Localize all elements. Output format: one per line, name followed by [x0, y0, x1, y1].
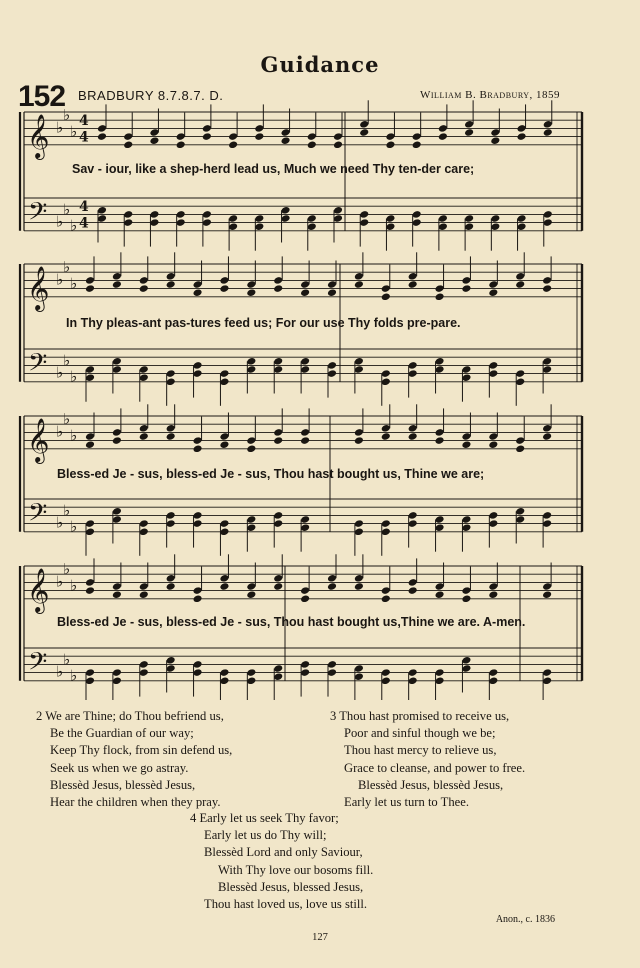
- note-head: [354, 436, 364, 445]
- note-head: [97, 132, 107, 141]
- note-head: [515, 280, 525, 289]
- flat-sign: ♭: [70, 426, 78, 445]
- note-head: [542, 590, 552, 599]
- flat-sign: ♭: [70, 122, 78, 141]
- treble-clef: 𝄞: [27, 265, 50, 310]
- bass-clef: 𝄢: [28, 647, 48, 683]
- note-head: [139, 432, 149, 441]
- verse-line: Be the Guardian of our way;: [50, 726, 194, 741]
- verse-line: Early let us do Thy will;: [204, 828, 327, 843]
- tune-name: BRADBURY 8.7.8.7. D.: [78, 88, 224, 103]
- note-head: [461, 440, 471, 449]
- flat-sign: ♭: [56, 363, 64, 382]
- note-head: [408, 432, 418, 441]
- note-head: [461, 594, 471, 603]
- note-head: [166, 280, 176, 289]
- note-head: [139, 590, 149, 599]
- note-head: [202, 132, 212, 141]
- verse-3: [330, 708, 525, 811]
- flat-sign: ♭: [63, 351, 71, 370]
- note-head: [354, 582, 364, 591]
- note-head: [273, 284, 283, 293]
- hymn-number: 152: [18, 80, 66, 113]
- verse-line: Poor and sinful though we be;: [344, 726, 496, 741]
- composer-name: William B. Bradbury,: [420, 89, 533, 101]
- note-head: [488, 288, 498, 297]
- note-head: [359, 128, 369, 137]
- verse-line: With Thy love our bosoms fill.: [218, 862, 374, 877]
- flat-sign: ♭: [63, 560, 71, 579]
- flat-sign: ♭: [56, 118, 64, 137]
- flat-sign: ♭: [56, 422, 64, 441]
- flat-sign: ♭: [63, 410, 71, 429]
- lyric-line-1: Sav - iour, like a shep-herd lead us, Much we need Thy ten-der care;: [72, 162, 475, 176]
- note-head: [246, 288, 256, 297]
- note-head: [490, 136, 500, 145]
- note-head: [542, 284, 552, 293]
- note-head: [381, 432, 391, 441]
- treble-clef: 𝄞: [27, 417, 50, 462]
- verse-line: Grace to cleanse, and power to free.: [344, 760, 526, 775]
- flat-sign: ♭: [70, 274, 78, 293]
- note-head: [219, 582, 229, 591]
- note-head: [228, 140, 238, 149]
- note-head: [219, 284, 229, 293]
- bass-clef: 𝄢: [28, 197, 48, 233]
- verse-4: [190, 810, 373, 913]
- page-number: 127: [312, 932, 328, 943]
- note-head: [300, 436, 310, 445]
- lyric-line-3: Bless-ed Je - sus, bless-ed Je - sus, Thou hast bought us, Thine we are;: [57, 467, 485, 481]
- note-head: [542, 432, 552, 441]
- time-signature: 4: [79, 129, 89, 146]
- note-head: [412, 140, 422, 149]
- note-head: [112, 280, 122, 289]
- note-head: [219, 440, 229, 449]
- note-head: [327, 582, 337, 591]
- note-head: [176, 140, 186, 149]
- time-signature: 4: [79, 113, 89, 130]
- note-head: [273, 582, 283, 591]
- note-head: [333, 140, 343, 149]
- note-head: [85, 586, 95, 595]
- time-signature: 4: [79, 199, 89, 216]
- note-head: [488, 590, 498, 599]
- note-head: [112, 436, 122, 445]
- flat-sign: ♭: [70, 666, 78, 685]
- flat-sign: ♭: [56, 572, 64, 591]
- note-head: [438, 132, 448, 141]
- note-head: [281, 136, 291, 145]
- note-head: [435, 436, 445, 445]
- note-head: [307, 140, 317, 149]
- note-head: [435, 590, 445, 599]
- note-head: [381, 594, 391, 603]
- note-head: [385, 140, 395, 149]
- verse-line: 2 We are Thine; do Thou befriend us,: [36, 709, 224, 723]
- note-head: [139, 284, 149, 293]
- flat-sign: ♭: [56, 513, 64, 532]
- verse-line: Thou hast mercy to relieve us,: [344, 743, 497, 758]
- note-head: [408, 586, 418, 595]
- note-head: [408, 280, 418, 289]
- note-head: [193, 288, 203, 297]
- verse-line: Blessèd Lord and only Saviour,: [204, 845, 363, 860]
- note-head: [461, 284, 471, 293]
- verse-line: Blessèd Jesus, blessèd Jesus,: [358, 777, 504, 792]
- verse-line: Thou hast loved us, love us still.: [204, 897, 368, 912]
- flat-sign: ♭: [63, 200, 71, 219]
- verse-line: Keep Thy flock, from sin defend us,: [50, 743, 233, 758]
- flat-sign: ♭: [63, 106, 71, 125]
- note-head: [381, 292, 391, 301]
- note-head: [246, 444, 256, 453]
- verse-line: 3 Thou hast promised to receive us,: [330, 709, 510, 723]
- note-head: [435, 292, 445, 301]
- treble-clef: 𝄞: [27, 113, 50, 158]
- note-head: [193, 594, 203, 603]
- note-head: [273, 436, 283, 445]
- verse-line: Blessèd Jesus, blessèd Jesus,: [50, 777, 196, 792]
- flat-sign: ♭: [70, 216, 78, 235]
- time-signature: 4: [79, 215, 89, 232]
- flat-sign: ♭: [63, 501, 71, 520]
- flat-sign: ♭: [70, 367, 78, 386]
- bass-clef: 𝄢: [28, 498, 48, 534]
- verse-line: 4 Early let us seek Thy favor;: [190, 811, 339, 825]
- lyric-line-4: Bless-ed Je - sus, bless-ed Je - sus, Thou hast bought us,Thine we are. A-men.: [57, 615, 526, 629]
- note-head: [246, 590, 256, 599]
- flat-sign: ♭: [63, 650, 71, 669]
- note-head: [123, 140, 133, 149]
- bass-clef: 𝄢: [28, 348, 48, 384]
- note-head: [464, 128, 474, 137]
- flat-sign: ♭: [56, 270, 64, 289]
- flat-sign: ♭: [56, 212, 64, 231]
- note-head: [517, 132, 527, 141]
- flat-sign: ♭: [70, 517, 78, 536]
- note-head: [85, 440, 95, 449]
- note-head: [354, 280, 364, 289]
- note-head: [488, 440, 498, 449]
- composer-year: 1859: [536, 89, 560, 101]
- verse-line: Hear the children when they pray.: [50, 795, 221, 810]
- note-head: [515, 444, 525, 453]
- note-head: [327, 288, 337, 297]
- note-head: [543, 128, 553, 137]
- note-head: [85, 284, 95, 293]
- verse-line: Seek us when we go astray.: [50, 760, 189, 775]
- verse-line: Early let us turn to Thee.: [344, 795, 469, 810]
- note-head: [149, 136, 159, 145]
- note-head: [166, 582, 176, 591]
- flat-sign: ♭: [63, 258, 71, 277]
- note-head: [112, 590, 122, 599]
- verse-2: [36, 708, 232, 811]
- verse-line: Blessèd Jesus, blessed Jesus,: [218, 879, 364, 894]
- lyric-line-2: In Thy pleas-ant pas-tures feed us; For our use Thy folds pre-pare.: [66, 316, 461, 330]
- note-head: [166, 432, 176, 441]
- text-attribution: Anon., c. 1836: [495, 914, 555, 925]
- section-title: Guidance: [260, 52, 380, 77]
- treble-clef: 𝄞: [27, 567, 50, 612]
- note-head: [300, 288, 310, 297]
- note-head: [254, 132, 264, 141]
- flat-sign: ♭: [56, 662, 64, 681]
- note-head: [193, 444, 203, 453]
- flat-sign: ♭: [70, 576, 78, 595]
- note-head: [300, 594, 310, 603]
